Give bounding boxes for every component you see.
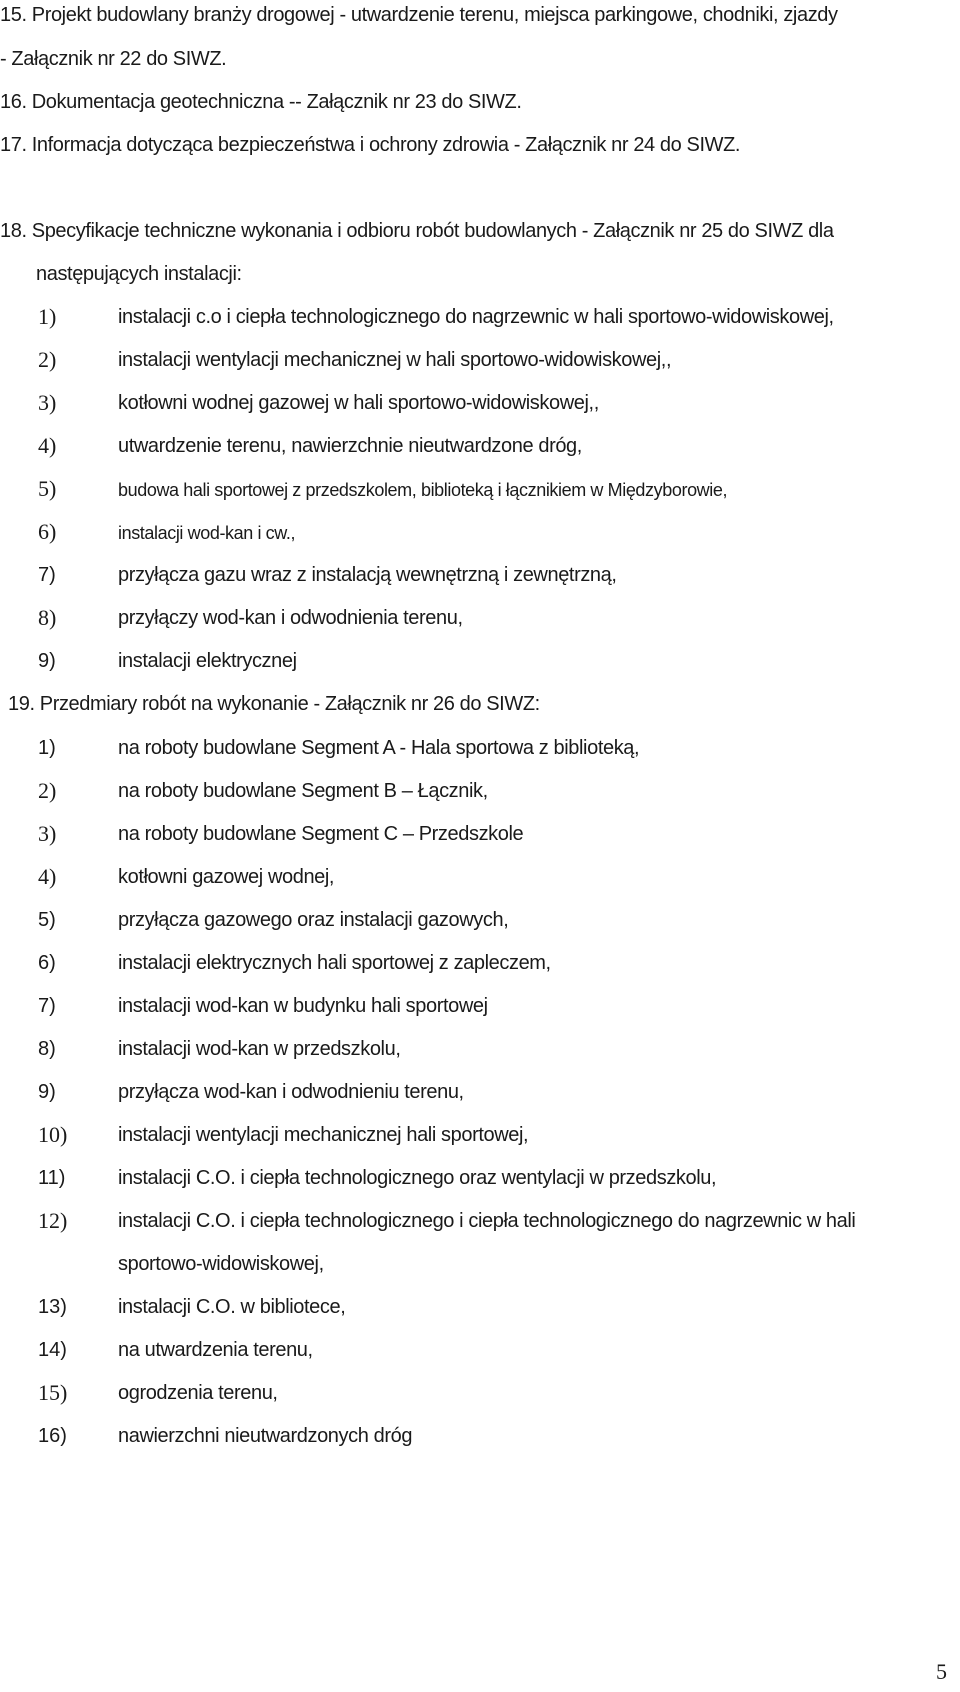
list-item-text: instalacji C.O. i ciepła technologicznego i ciepła technologicznego do nagrzewnic w hali — [118, 1210, 856, 1232]
item-17: 17. Informacja dotycząca bezpieczeństwa i ochrony zdrowia - Załącznik nr 24 do SIWZ. — [0, 134, 741, 156]
list-item-text: instalacji wod-kan i cw., — [118, 523, 296, 543]
list-item-text: przyłączy wod-kan i odwodnienia terenu, — [118, 607, 463, 629]
list-item-text: ogrodzenia terenu, — [118, 1382, 278, 1404]
list-item-number: 5) — [38, 909, 56, 931]
list-item-text: na utwardzenia terenu, — [118, 1339, 313, 1361]
list-item-number: 7) — [38, 564, 56, 586]
item-18-line-2: następujących instalacji: — [36, 263, 242, 285]
list-item-number: 6) — [38, 952, 56, 974]
list-item-number: 4) — [38, 864, 57, 889]
list-item-text: instalacji wentylacji mechanicznej w hali sportowo-widowiskowej,, — [118, 349, 672, 371]
item-15-line-2: - Załącznik nr 22 do SIWZ. — [0, 48, 227, 70]
list-item-text: instalacji wentylacji mechanicznej hali sportowej, — [118, 1124, 529, 1146]
list-item-number: 1) — [38, 304, 57, 329]
list-item-number: 9) — [38, 650, 56, 672]
list-item-number: 14) — [38, 1339, 67, 1361]
list-item-text: na roboty budowlane Segment B – Łącznik, — [118, 780, 488, 802]
list-item-text: na roboty budowlane Segment A - Hala sportowa z biblioteką, — [118, 737, 640, 759]
item-19: 19. Przedmiary robót na wykonanie - Załącznik nr 26 do SIWZ: — [8, 693, 540, 715]
list-item-number: 4) — [38, 433, 57, 458]
list-item-number: 10) — [38, 1122, 68, 1147]
list-item-number: 8) — [38, 1038, 56, 1060]
list-item-text: budowa hali sportowej z przedszkolem, biblioteką i łącznikiem w Międzyborowie, — [118, 480, 728, 500]
item-16: 16. Dokumentacja geotechniczna -- Załącznik nr 23 do SIWZ. — [0, 91, 522, 113]
list-item-text: instalacji elektrycznych hali sportowej z zapleczem, — [118, 952, 551, 974]
list-item-number: 9) — [38, 1081, 56, 1103]
list-item-number: 11) — [38, 1167, 66, 1189]
list-item-number: 13) — [38, 1296, 67, 1318]
list-item-text: przyłącza gazu wraz z instalacją wewnętrzną i zewnętrzną, — [118, 564, 617, 586]
list-item-number: 2) — [38, 778, 57, 803]
list-item-number: 3) — [38, 390, 57, 415]
page-number: 5 — [936, 1659, 947, 1684]
item-18-line-1: 18. Specyfikacje techniczne wykonania i odbioru robót budowlanych - Załącznik nr 25 do SIWZ dla — [0, 220, 834, 242]
list-item-number: 12) — [38, 1208, 68, 1233]
list-item-text: przyłącza gazowego oraz instalacji gazowych, — [118, 909, 509, 931]
list-item-text: utwardzenie terenu, nawierzchnie nieutwardzone dróg, — [118, 435, 582, 457]
list-item-text-continuation: sportowo-widowiskowej, — [118, 1253, 324, 1275]
list-item-text: instalacji elektrycznej — [118, 650, 297, 672]
list-item-number: 8) — [38, 605, 57, 630]
list-item-text: instalacji C.O. w bibliotece, — [118, 1296, 346, 1318]
list-item-text: nawierzchni nieutwardzonych dróg — [118, 1425, 413, 1447]
list-item-text: instalacji wod-kan w przedszkolu, — [118, 1038, 401, 1060]
item-15-line-1: 15. Projekt budowlany branży drogowej - utwardzenie terenu, miejsca parkingowe, chodniki, zjazdy — [0, 4, 838, 26]
list-item-text: instalacji wod-kan w budynku hali sportowej — [118, 995, 488, 1017]
list-item-text: kotłowni wodnej gazowej w hali sportowo-widowiskowej,, — [118, 392, 599, 414]
list-item-number: 16) — [38, 1425, 67, 1447]
list-item-text: kotłowni gazowej wodnej, — [118, 866, 335, 888]
list-item-text: na roboty budowlane Segment C – Przedszkole — [118, 823, 524, 845]
list-item-number: 5) — [38, 476, 57, 501]
list-item-text: przyłącza wod-kan i odwodnieniu terenu, — [118, 1081, 464, 1103]
list-item-number: 1) — [38, 737, 56, 759]
list-item-text: instalacji C.O. i ciepła technologicznego oraz wentylacji w przedszkolu, — [118, 1167, 717, 1189]
list-item-number: 3) — [38, 821, 57, 846]
list-item-number: 2) — [38, 347, 57, 372]
list-item-text: instalacji c.o i ciepła technologicznego do nagrzewnic w hali sportowo-widowiskowej, — [118, 306, 834, 328]
list-item-number: 7) — [38, 995, 56, 1017]
list-item-number: 6) — [38, 519, 57, 544]
list-item-number: 15) — [38, 1380, 68, 1405]
